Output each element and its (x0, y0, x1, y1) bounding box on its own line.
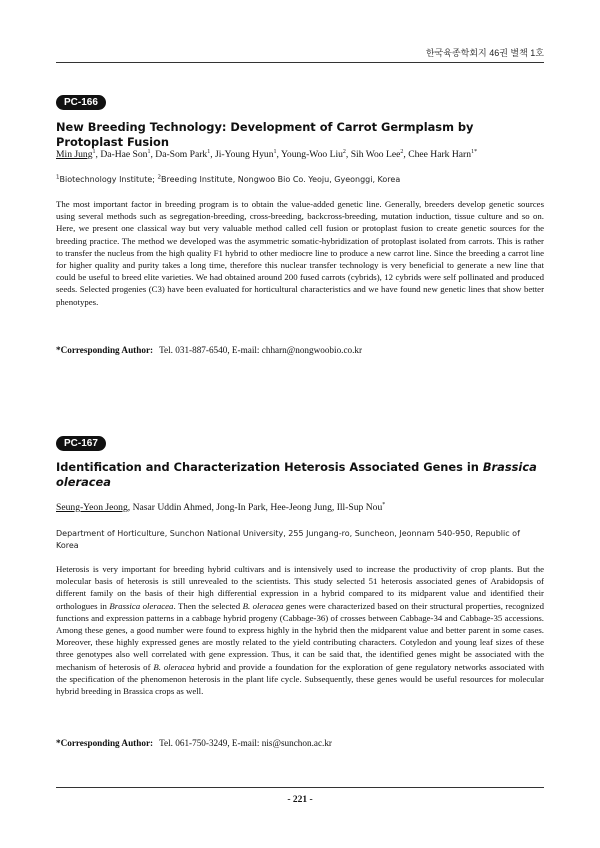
author-affil-mark: 2 (400, 148, 404, 155)
abstract-text: genes were characterized based on their structural properties, recognized functions and expression patterns in a cabbage hybrid progeny (Cabbage-36) of crosses between Cabbage-34 and Cabbage-35 accessions. Among these genes, a good number were found to express highly in the hybrid then the midparent value and better parent in some cases. Moreover, these highly expressed genes are mostly related to the yield contributing characters. Cotyledon and young leaf sizes of these three genotypes also well correlated with gene expression. Thus, it can be said that, the identified genes might be associated with the mechanism of heterosis of (56, 600, 544, 672)
header-rule (56, 62, 544, 63)
abstract-body: The most important factor in breeding program is to obtain the value-added genetic line. Generally, breeders develop genetic sources using several methods such as segregation-breeding, cross-breeding, backcross-breeding, mutation induction, tissue culture and so on. Here, we present one classical way but very valuable method called cell fusion or protoplast fusion to create genetic sources for the breeding practice. The method we developed was the asymmetric somatic-hybridization of protoplast isolated from carrots. This is rather to transfer the nucleus from the high quality F1 hybrid to other mediocre line to produce a new carrot line. Since the breeding a carrot line for higher quality and purity takes a long time, therefore this nuclear transfer technology is very beneficial to generate a new line that could be useful to breed elite varieties. We had obtained around 200 fused carrots (cybrids), 12 cybrids were self pollinated and produced seeds. Selected progenies (C3) have been evaluated for horticultural characteristics and we have found new genetic lines that show better phenotypes. (56, 199, 544, 307)
author-affil-mark: 1 (273, 148, 277, 155)
author-affil-mark: * (382, 501, 386, 508)
abstract-id-badge: PC-167 (56, 436, 106, 451)
author-affil-mark: 1 (92, 148, 96, 155)
abstract-text: hybrid and provide a foundation for the exploration of gene regulatory networks associated with the specification of the phenomenon heterosis in the plant life cycle. Subsequently, these genes would be useful resources for molecular hybrid breeding in Brassica crops as well. (56, 661, 544, 697)
abstract-id-badge: PC-166 (56, 95, 106, 110)
journal-header: 한국육종학회지 46권 별책 1호 (425, 48, 544, 58)
author-name: Ill-Sup Nou (336, 502, 383, 513)
affil-text: Breeding Institute, Nongwoo Bio Co. Yeoju, Gyeonggi, Korea (161, 175, 401, 184)
abstract-body (56, 563, 544, 697)
abstract-text: Heterosis is very important for breeding hybrid cultivars and is intensively used to increase the productivity of crop plants. But the molecular basis of heterosis is still unrevealed to the scientists. This study selected 51 heterosis associated genes of Arabidopsis of different family on the basis of their high differential expression in a hybrid compared to its midparent value and identified their orthologues in (56, 564, 544, 611)
author-list: Min Jung$^1$, Da-Hae Son$^1$, Da-Som Park$^1$, Ji-Young Hyun$^1$, Young-Woo Liu$^2$, Sih Woo Lee$^2$, Chee Hark Harn$^{1*}$ (56, 148, 478, 160)
abstract-title (56, 460, 544, 490)
author-name: Da-Som Park (155, 149, 208, 160)
corresponding-contact: Tel. 061-750-3249, E-mail: nis@sunchon.ac.kr (159, 738, 332, 748)
species-name: B. oleracea (153, 661, 195, 672)
author-name: Sih Woo Lee (350, 149, 401, 160)
affil-mark: 1 (56, 174, 60, 181)
species-name: Brassica oleracea (109, 600, 174, 611)
author-affil-mark: 1 (207, 148, 211, 155)
footer-rule (56, 787, 544, 788)
species-name: B. oleracea (242, 600, 284, 611)
author-affil-mark: 1 (147, 148, 151, 155)
author-list: Seung-Yeon Jeong, Nasar Uddin Ahmed, Jong-In Park, Hee-Jeong Jung, Ill-Sup Nou* (56, 501, 386, 513)
author-affil-mark: 2 (342, 148, 346, 155)
corresponding-author (56, 737, 544, 749)
author-name: Jong-In Park (216, 502, 266, 513)
corresponding-contact: Tel. 031-887-6540, E-mail: chharn@nongwoobio.co.kr (159, 345, 363, 355)
author-affil-mark: 1* (471, 148, 478, 155)
author-name: Young-Woo Liu (280, 149, 343, 160)
affil-text: Biotechnology Institute; (59, 175, 158, 184)
title-text: Identification and Characterization Heterosis Associated Genes in (56, 460, 483, 474)
corresponding-label: *Corresponding Author: (56, 345, 154, 355)
author-name: Nasar Uddin Ahmed (132, 502, 212, 513)
affil-mark: 2 (157, 174, 162, 181)
author-name: Chee Hark Harn (408, 149, 472, 160)
affiliation: Department of Horticulture, Sunchon National University, 255 Jungang-ro, Suncheon, Jeonnam 540-950, Republic of Korea (56, 529, 520, 550)
title-species: Brassica oleracea (56, 460, 537, 489)
corresponding-author (56, 344, 544, 356)
corresponding-label: *Corresponding Author: (56, 738, 154, 748)
author-name: Hee-Jeong Jung (270, 502, 332, 513)
author-name: Ji-Young Hyun (215, 149, 274, 160)
author-name: Da-Hae Son (100, 149, 148, 160)
abstract-title: New Breeding Technology: Development of Carrot Germplasm by Protoplast Fusion (56, 120, 474, 149)
abstract-text: . Then the selected (173, 600, 243, 611)
author-name: Seung-Yeon Jeong (56, 502, 128, 513)
author-name: Min Jung (56, 149, 93, 160)
affiliation (56, 174, 544, 186)
page-number: - 221 - (287, 795, 313, 805)
